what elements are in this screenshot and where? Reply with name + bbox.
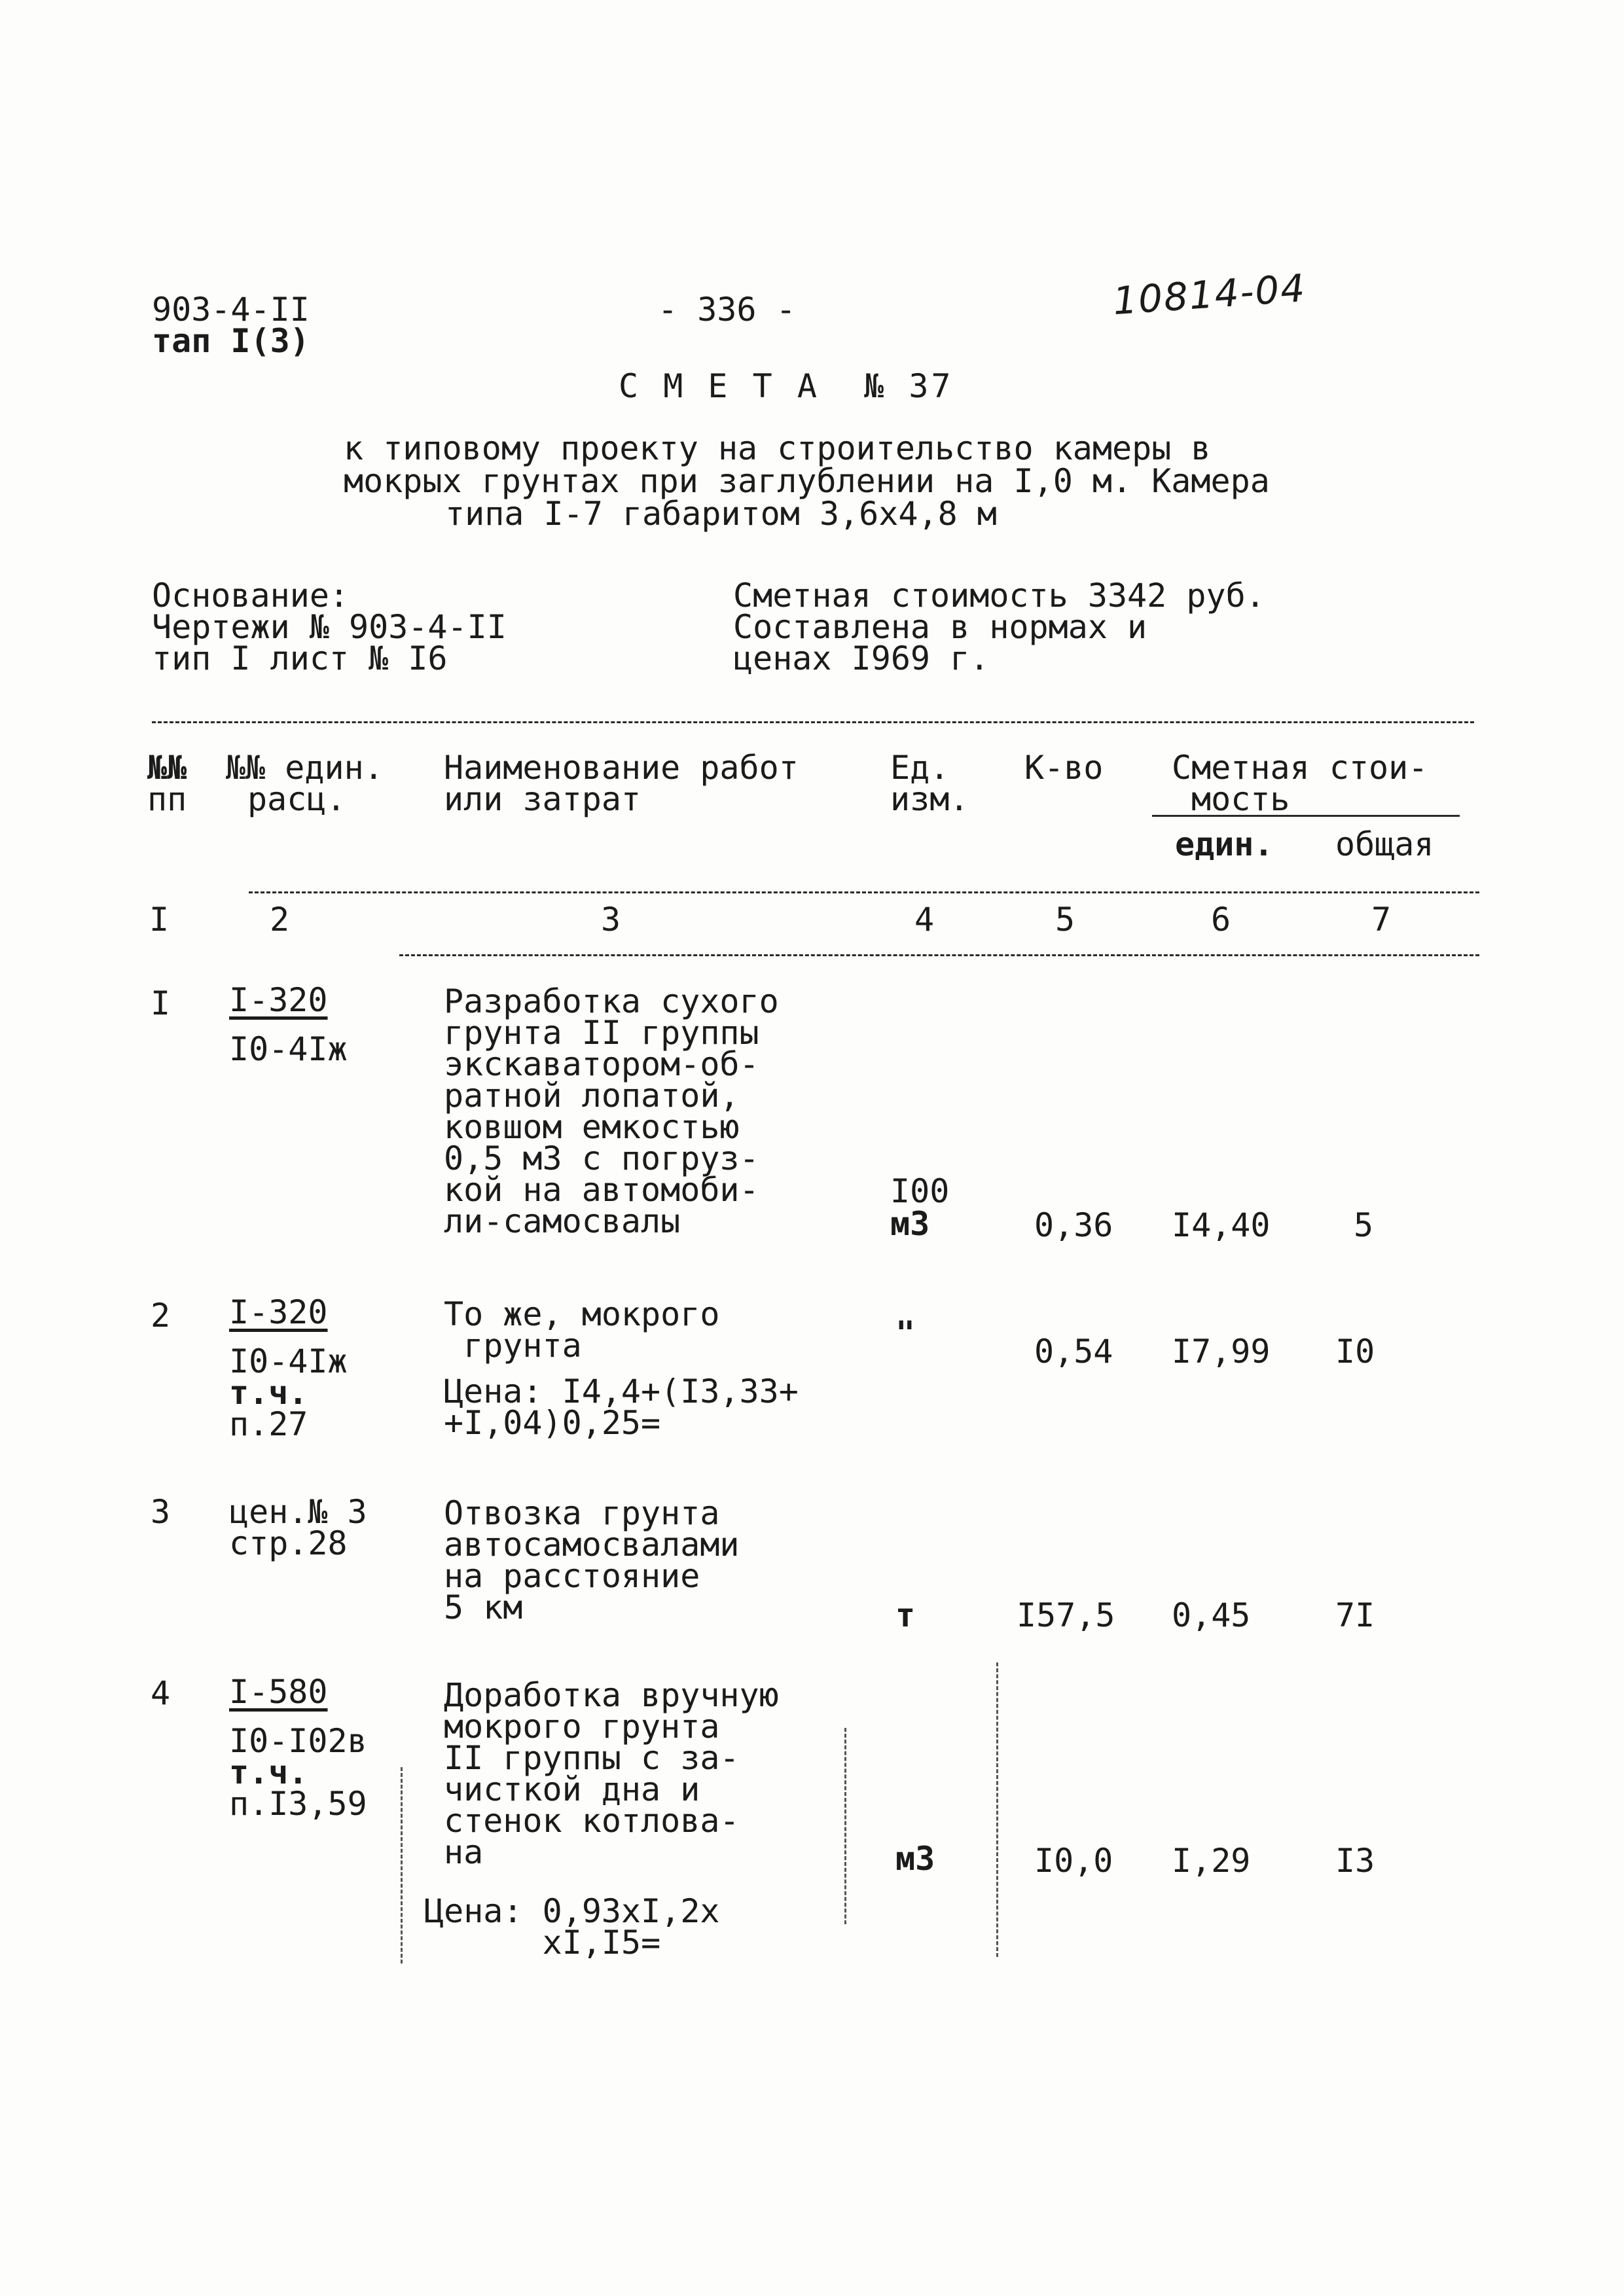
row-unit-cost: I7,99: [1172, 1333, 1271, 1371]
row-code: I0-4Iж: [229, 1030, 348, 1068]
row-unit: м3: [895, 1840, 935, 1878]
col-number-3: 3: [601, 901, 621, 939]
subtitle-line-2: мокрых грунтах при заглублении на I,0 м. Камера: [344, 462, 1270, 500]
table-top-rule: [152, 721, 1474, 723]
estimate-norms: Составлена в нормах и: [733, 608, 1147, 646]
row-desc-line: Отвозка грунта: [444, 1494, 720, 1532]
column-guide: [844, 1728, 846, 1924]
row-desc-line: на расстояние: [444, 1557, 700, 1595]
row-desc-line: автосамосвалами: [444, 1526, 740, 1564]
header-col2-line1: №№ един.: [226, 749, 384, 787]
page-title: С М Е Т А № 37: [619, 367, 954, 405]
row-desc-line: ли-самосвалы: [444, 1202, 681, 1240]
header-cost-group-line2: мость: [1191, 780, 1290, 818]
row-total: 5: [1354, 1206, 1374, 1244]
row-qty: I57,5: [1017, 1596, 1115, 1634]
row-desc-line: То же, мокрого: [444, 1295, 720, 1333]
row-qty: I0,0: [1034, 1842, 1113, 1880]
row-desc-line: 5 км: [444, 1588, 523, 1626]
header-col1-line2: пп: [147, 780, 187, 818]
header-bottom-rule: [249, 891, 1479, 893]
cost-group-rule: [1152, 815, 1460, 817]
header-col4-line1: Ед.: [890, 749, 950, 787]
document-type: тап I(3): [152, 322, 310, 360]
row-unit-cost: 0,45: [1172, 1596, 1251, 1634]
basis-sheet: тип I лист № I6: [152, 639, 448, 677]
row-desc-line: II группы с за-: [444, 1739, 740, 1777]
col-number-5: 5: [1055, 901, 1075, 939]
document-code: 903-4-II: [152, 291, 310, 329]
row-qty: 0,54: [1034, 1333, 1113, 1371]
column-guide: [996, 1662, 998, 1957]
row-number: 4: [151, 1674, 171, 1712]
basis-drawings: Чертежи № 903-4-II: [152, 608, 507, 646]
estimate-prices: ценах I969 г.: [733, 639, 990, 677]
column-guide: [401, 1767, 403, 1964]
row-code: I0-I02в: [229, 1722, 367, 1760]
row-desc-line: чисткой дна и: [444, 1770, 700, 1808]
row-desc-line: грунта: [444, 1327, 582, 1365]
row-desc-line: экскаватором-об-: [444, 1045, 759, 1083]
header-col6: един.: [1175, 825, 1274, 863]
header-col3-line2: или затрат: [444, 780, 641, 818]
row-code: стр.28: [229, 1524, 348, 1562]
header-col3-line1: Наименование работ: [444, 749, 799, 787]
row-total: I3: [1335, 1842, 1375, 1880]
header-cost-group-line1: Сметная стои-: [1172, 749, 1428, 787]
col-number-4: 4: [914, 901, 935, 939]
row-desc-line: ратной лопатой,: [444, 1077, 740, 1115]
row-unit: ": [895, 1314, 916, 1352]
row-total: I0: [1335, 1333, 1375, 1371]
header-col2-line2: расц.: [247, 780, 346, 818]
row-desc-line: Разработка сухого: [444, 982, 779, 1020]
basis-label: Основание:: [152, 577, 350, 615]
row-code: т.ч.: [229, 1374, 308, 1412]
header-col7: общая: [1335, 825, 1434, 863]
subtitle-line-3: типа I-7 габаритом 3,6х4,8 м: [445, 495, 997, 533]
row-code: I0-4Iж: [229, 1342, 348, 1380]
row-code: I-580: [229, 1673, 328, 1711]
row-unit: т: [895, 1596, 916, 1634]
header-col4-line2: изм.: [890, 780, 969, 818]
row-desc-line: ковшом емкостью: [444, 1108, 740, 1146]
subtitle-line-1: к типовому проекту на строительство камеры в: [344, 429, 1211, 467]
row-code: п.I3,59: [229, 1785, 367, 1823]
col-number-2: 2: [270, 901, 290, 939]
row-number: 3: [151, 1493, 171, 1531]
row-qty: 0,36: [1034, 1206, 1113, 1244]
col-numbers-bottom-rule: [399, 954, 1479, 956]
row-desc-line: 0,5 м3 с погруз-: [444, 1139, 759, 1177]
row-desc-line: грунта II группы: [444, 1014, 759, 1052]
row-code: I-320: [229, 981, 328, 1019]
estimate-cost: Сметная стоимость 3342 руб.: [733, 577, 1265, 615]
row-unit: м3: [890, 1205, 930, 1243]
row-price-formula: Цена: 0,93хI,2х: [424, 1892, 720, 1930]
row-number: I: [151, 984, 171, 1022]
row-desc-line: на: [444, 1833, 484, 1871]
row-price-formula: хI,I5=: [424, 1924, 661, 1962]
row-unit-cost: I,29: [1172, 1842, 1251, 1880]
row-number: 2: [151, 1297, 171, 1335]
row-desc-line: кой на автомоби-: [444, 1171, 759, 1209]
row-price-formula: +I,04)0,25=: [444, 1404, 661, 1442]
row-desc-line: стенок котлова-: [444, 1802, 740, 1840]
page-number: - 336 -: [658, 291, 796, 329]
handwritten-number: 10814-04: [1111, 265, 1308, 324]
row-price-formula: Цена: I4,4+(I3,33+: [444, 1372, 799, 1410]
header-col1-line1: №№: [147, 749, 187, 787]
row-code: I-320: [229, 1293, 328, 1331]
row-code: п.27: [229, 1405, 308, 1443]
header-col5: К-во: [1024, 749, 1104, 787]
col-number-6: 6: [1211, 901, 1231, 939]
col-number-7: 7: [1371, 901, 1392, 939]
col-number-1: I: [149, 901, 170, 939]
row-total: 7I: [1335, 1596, 1375, 1634]
row-desc-line: Доработка вручную: [444, 1676, 779, 1714]
row-unit: I00: [890, 1172, 950, 1210]
row-code: цен.№ 3: [229, 1493, 367, 1531]
row-unit-cost: I4,40: [1172, 1206, 1271, 1244]
row-code: т.ч.: [229, 1753, 308, 1791]
row-desc-line: мокрого грунта: [444, 1708, 720, 1746]
